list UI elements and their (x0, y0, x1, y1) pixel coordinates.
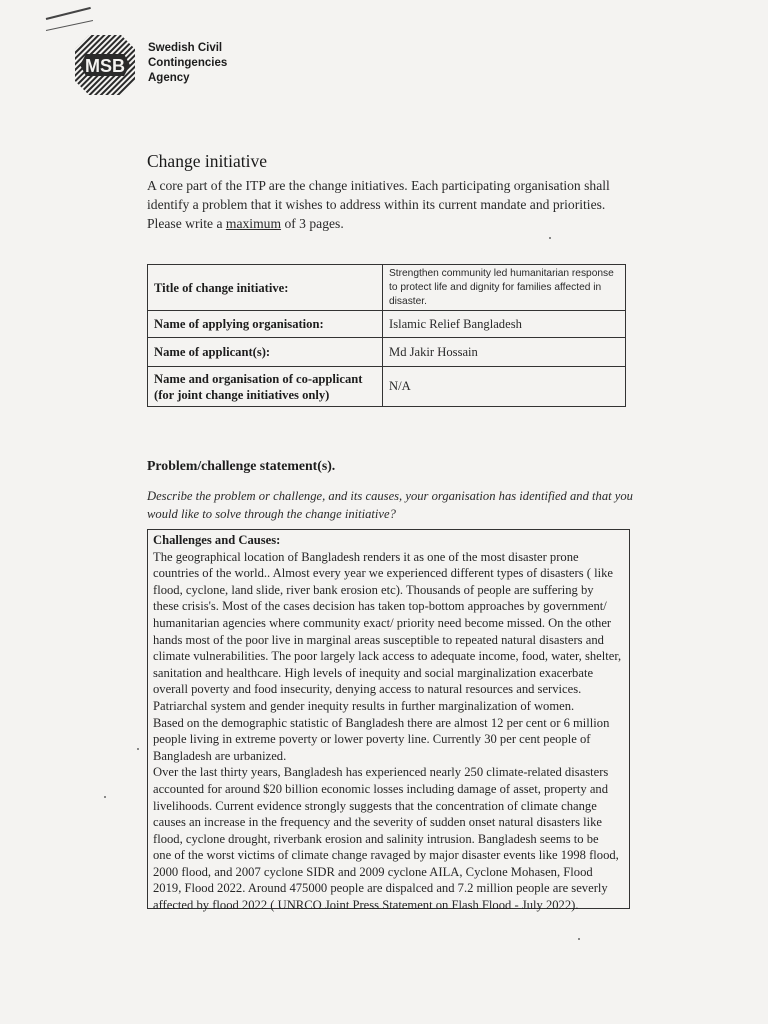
co-applicant-label-line: (for joint change initiatives only) (154, 387, 330, 402)
scan-speck (104, 796, 106, 798)
scan-pen-mark (46, 7, 91, 20)
challenges-text-line: one of the worst victims of climate change ravaged by major disaster events like 1998 flood, (153, 848, 619, 863)
change-initiative-intro (147, 176, 637, 233)
challenges-text-line: humanitarian agencies where community exact/ priority need become missed. On the other (153, 615, 612, 630)
scan-speck (137, 748, 139, 750)
intro-text-end: of 3 pages. (284, 216, 344, 231)
challenges-text-line: flood, cyclone drought, riverbank erosion and salinity intrusion. Bangladesh seems to be (153, 831, 599, 846)
table-row (148, 311, 626, 338)
initiative-title-value: Strengthen community led humanitarian response to protect life and dignity for families affected in disaster. (383, 265, 626, 311)
challenges-text-line: Bangladesh are urbanized. (153, 748, 287, 763)
initiative-title-label: Title of change initiative: (148, 265, 383, 311)
challenges-text-line: Patriarchal system and gender inequity results in further marginalization of women. (153, 698, 575, 713)
challenges-box-title: Challenges and Causes: (153, 533, 281, 547)
challenges-text-line: 2019, Flood 2022. Around 475000 people are dispalced and 7.2 million people are severly (153, 881, 608, 896)
table-row (148, 338, 626, 367)
logo-text: MSB (85, 56, 125, 76)
change-initiative-heading: Change initiative (147, 151, 268, 171)
table-row (148, 265, 626, 311)
challenges-text-line: climate vulnerabilities. The poor largely lack access to adequate income, food, water, shelter, (153, 649, 622, 664)
challenges-text-line: 2000 flood, and 2007 cyclone SIDR and 2009 cyclone AILA, Cyclone Mohasen, Flood (153, 864, 593, 879)
challenges-text-line: countries of the world.. Almost every year we experienced different types of disasters ( like (153, 566, 613, 581)
co-applicant-label-line: Name and organisation of co-applicant (154, 371, 363, 386)
organisation-label: Name of applying organisation: (148, 311, 383, 338)
challenges-text-line: sanitation and healthcare. High levels of inequity and social marginalization exacerbate (153, 665, 594, 680)
application-form-table (147, 264, 626, 407)
challenges-text-line: The geographical location of Bangladesh renders it as one of the most disaster prone (153, 549, 579, 564)
applicant-label: Name of applicant(s): (148, 338, 383, 367)
table-row (148, 367, 626, 407)
challenges-text-line: livelihoods. Current evidence strongly suggests that the concentration of climate change (153, 798, 597, 813)
challenges-text-line: accounted for around $20 billion economic losses including damage of asset, property and (153, 781, 608, 796)
challenges-text-line: Based on the demographic statistic of Bangladesh there are almost 12 per cent or 6 million (153, 715, 610, 730)
agency-name-line: Agency (148, 72, 190, 84)
challenges-text-line: people living in extreme poverty or lower poverty line. Currently 30 per cent people of (153, 732, 591, 747)
challenges-text-line: affected by flood 2022 ( UNRCO Joint Press Statement on Flash Flood - July 2022). (153, 898, 579, 913)
scan-pen-mark (46, 20, 93, 31)
agency-name-line: Swedish Civil (148, 42, 223, 54)
challenges-text-line: hands most of the poor live in marginal areas susceptible to repeated natural disasters and (153, 632, 604, 647)
challenges-text-line: overall poverty and food insecurity, denying access to natural resources and services. (153, 682, 582, 697)
scan-speck (549, 237, 551, 239)
applicant-value: Md Jakir Hossain (383, 338, 626, 367)
intro-text: A core part of the ITP are the change initiatives. Each participating organisation shall identify a problem that it wishes to address within its current mandate and priorities. Please write a (147, 178, 610, 231)
scan-speck (578, 938, 580, 940)
challenges-box (147, 529, 630, 913)
problem-statement-heading: Problem/challenge statement(s). (147, 458, 336, 473)
organisation-value: Islamic Relief Bangladesh (383, 311, 626, 338)
problem-statement-question: Describe the problem or challenge, and its causes, your organisation has identified and that you would like to solve through the change initiative? (147, 489, 633, 521)
agency-name (148, 41, 227, 86)
challenges-text-line: causes an increase in the frequency and the severity of sudden onset natural disasters like (153, 815, 603, 830)
msb-logo-icon (72, 32, 138, 98)
challenges-text-line: flood, cyclone, land slide, river bank erosion etc). Thousands of people are suffering by (153, 582, 594, 597)
co-applicant-label (148, 367, 383, 407)
challenges-text-line: Over the last thirty years, Bangladesh has experienced nearly 250 climate-related disasters (153, 765, 609, 780)
co-applicant-value: N/A (383, 367, 626, 407)
agency-name-line: Contingencies (148, 57, 228, 69)
challenges-text-line: these crisis's. Most of the cases decision has taken top-bottom approaches by government/ (153, 599, 607, 614)
intro-underlined-word: maximum (225, 216, 282, 231)
